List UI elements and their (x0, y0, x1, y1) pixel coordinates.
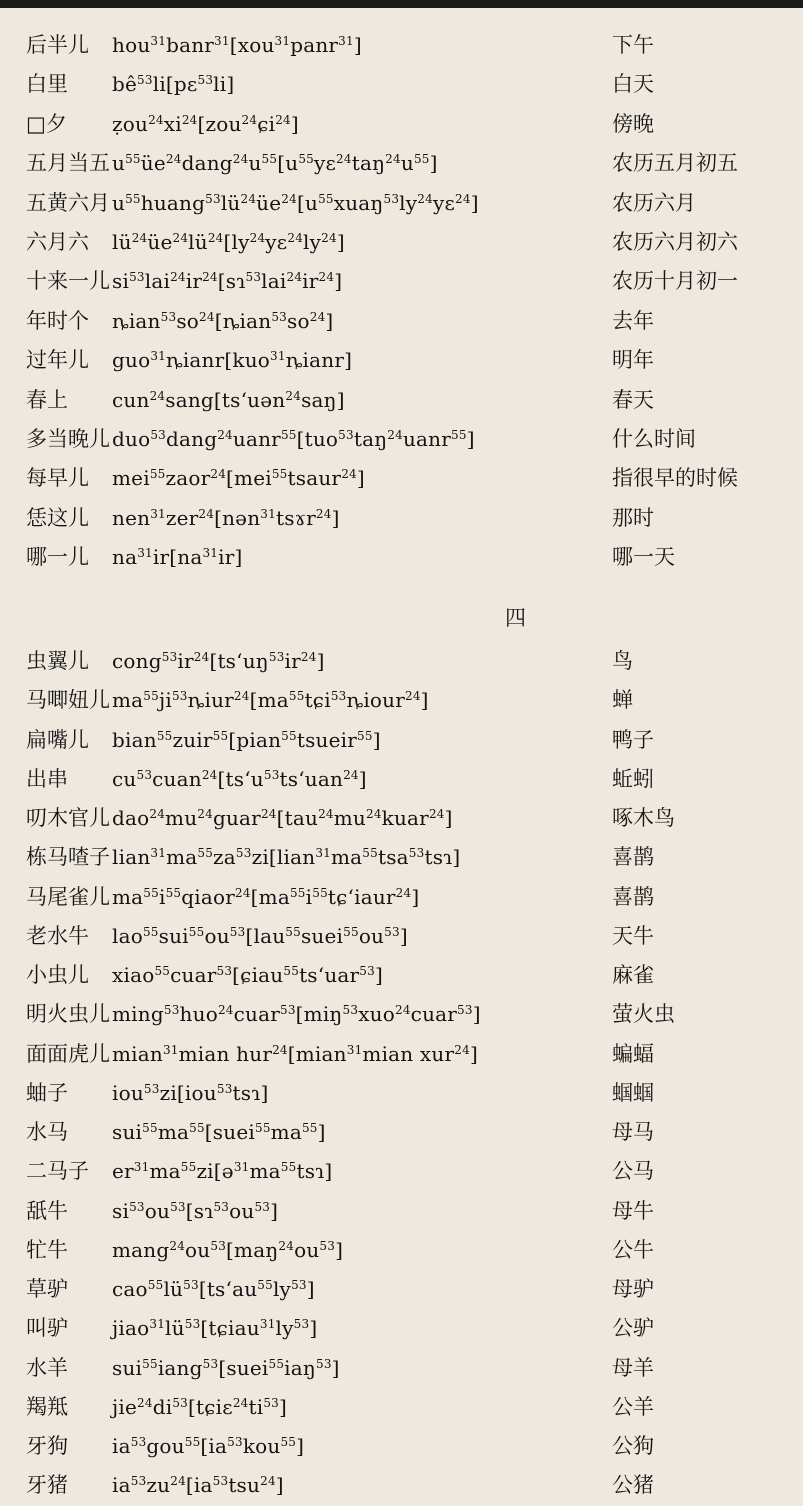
dialect-word: 面面虎儿 (26, 1041, 110, 1066)
gloss-meaning: 萤火虫 (612, 1002, 675, 1027)
dialect-word: 后半儿 (26, 33, 89, 57)
dialect-word: 白里 (26, 72, 68, 97)
pronunciation: $si^{53}ou^{53}[sɿ^{53}ou^{53}]$ (112, 1198, 279, 1223)
entry-row (0, 381, 803, 420)
dialect-word: 扁嘴儿 (26, 727, 89, 752)
gloss-meaning: 指很早的时候 (612, 466, 738, 491)
gloss-meaning: 哪一天 (612, 545, 675, 570)
dialect-word: 过年儿 (26, 348, 89, 373)
pronunciation: nen$^{31}$zer$^{24}$[nən$^{31}$tsɤr$^{24}$] (112, 505, 340, 530)
entry-row (0, 1113, 803, 1152)
gloss-meaning: 去年 (612, 308, 654, 333)
dialect-word: □夕 (26, 111, 67, 136)
pronunciation: $ma^{55}i^{55}qiaor^{24}[ma^{55}i^{55}tɕʻiaur^{24}]$ (112, 884, 420, 909)
entry-row (0, 144, 803, 183)
dialect-word: 多当晚儿 (26, 426, 110, 451)
gloss-meaning: 傍晚 (612, 111, 654, 136)
pronunciation: $lü^{24}üe^{24}lü^{24}[ly^{24}yɛ^{24}ly^{24}]$ (112, 229, 345, 254)
entry-row (0, 838, 803, 877)
pronunciation: $u^{55}huang^{53}lü^{24}üe^{24}[u^{55}xuaŋ^{53}ly^{24}yɛ^{24}]$ (112, 190, 479, 215)
dialect-word: 出串 (26, 766, 68, 791)
dialect-word: 马尾雀儿 (26, 884, 110, 909)
entry-row (0, 26, 803, 65)
vocabulary-list-time (0, 26, 803, 577)
dialect-word: 五黄六月 (26, 190, 110, 215)
entry-row (0, 1152, 803, 1191)
entry-row (0, 420, 803, 459)
gloss-meaning: 鸟 (612, 649, 633, 673)
entry-row (0, 302, 803, 341)
dialect-word: 叫驴 (26, 1316, 68, 1341)
entry-row (0, 499, 803, 538)
dialect-word: 叨木官儿 (26, 806, 110, 830)
pronunciation: iou$^{53}$zi[iou$^{53}$tsɿ] (112, 1080, 269, 1105)
gloss-meaning: 蚯蚓 (612, 766, 654, 791)
gloss-meaning: 什么时间 (612, 426, 696, 451)
pronunciation: $lao^{55}sui^{55}ou^{53}[lau^{55}suei^{55}ou^{53}]$ (112, 923, 408, 948)
pronunciation: $cong^{53}ir^{24}[tsʻuŋ^{53}ir^{24}]$ (112, 649, 325, 673)
pronunciation: $er^{31}ma^{55}zi[ə^{31}ma^{55}tsɿ]$ (112, 1159, 333, 1184)
dialect-word: 牤牛 (26, 1237, 68, 1262)
dialect-word: 六月六 (26, 229, 89, 254)
dialect-word: 马唧妞儿 (26, 688, 110, 713)
entry-row (0, 681, 803, 720)
entry-row (0, 459, 803, 498)
dialect-word: 老水牛 (26, 923, 89, 948)
gloss-meaning: 蝈蝈 (612, 1080, 654, 1105)
gloss-meaning: 喜鹊 (612, 845, 654, 870)
pronunciation: mei$^{55}$zaor$^{24}$[mei$^{55}$tsaur$^{24}$] (112, 466, 365, 491)
entry-row (0, 1388, 803, 1427)
pronunciation: $cu^{53}cuan^{24}[tsʻu^{53}tsʻuan^{24}]$ (112, 766, 367, 791)
section-header (0, 598, 803, 638)
entry-row (0, 1349, 803, 1388)
entry-row (0, 1192, 803, 1231)
entry-row (0, 1309, 803, 1348)
pronunciation: bian$^{55}$zuir$^{55}$[pian$^{55}$tsueir$^{55}$] (112, 727, 381, 752)
pronunciation: $ia^{53}zu^{24}[ia^{53}tsu^{24}]$ (112, 1473, 284, 1498)
vocabulary-list-animals (0, 642, 803, 1506)
entry-row (0, 1427, 803, 1466)
pronunciation: sui$^{55}$iang$^{53}$[suei$^{55}$iaŋ$^{53}$] (112, 1355, 340, 1380)
pronunciation: $bê^{53}li[pɛ^{53}li]$ (112, 72, 235, 97)
entry-row (0, 1466, 803, 1505)
section-number: 四 (505, 606, 526, 630)
pronunciation: $si^{53}lai^{24}ir^{24}[sɿ^{53}lai^{24}ir^{24}]$ (112, 269, 343, 294)
gloss-meaning: 下午 (612, 33, 654, 57)
top-rule (0, 0, 803, 8)
gloss-meaning: 那时 (612, 505, 654, 530)
entry-row (0, 917, 803, 956)
pronunciation: $ia^{53}gou^{55}[ia^{53}kou^{55}]$ (112, 1434, 305, 1458)
dialect-word: 草驴 (26, 1277, 68, 1301)
pronunciation: $ma^{55}ji^{53}ȵiur^{24}[ma^{55}tɕi^{53}ȵiour^{24}]$ (112, 688, 429, 713)
entry-row (0, 105, 803, 144)
entry-row (0, 878, 803, 917)
entry-row (0, 760, 803, 799)
gloss-meaning: 春天 (612, 387, 654, 412)
entry-row (0, 223, 803, 262)
gloss-meaning: 蝙蝠 (612, 1041, 654, 1066)
entry-row (0, 538, 803, 577)
pronunciation: $jiao^{31}lü^{53}[tɕiau^{31}ly^{53}]$ (112, 1316, 318, 1341)
gloss-meaning: 农历十月初一 (612, 269, 738, 294)
dialect-word: 水马 (26, 1120, 68, 1144)
entry-row (0, 956, 803, 995)
dialect-word: 春上 (26, 387, 68, 412)
pronunciation: $ẓou^{24}xi^{24}[zou^{24}ɕi^{24}]$ (112, 111, 299, 136)
dialect-word: 十来一儿 (26, 269, 110, 294)
gloss-meaning: 天牛 (612, 923, 654, 948)
entry-row (0, 1270, 803, 1309)
gloss-meaning: 农历六月 (612, 190, 696, 215)
entry-row (0, 799, 803, 838)
dialect-word: 恁这儿 (26, 505, 89, 530)
pronunciation: $mang^{24}ou^{53}[maŋ^{24}ou^{53}]$ (112, 1237, 344, 1262)
pronunciation: $u^{55}üe^{24}dang^{24}u^{55}[u^{55}yɛ^{24}taŋ^{24}u^{55}]$ (112, 151, 438, 176)
entry-row (0, 642, 803, 681)
dialect-word: 二马子 (26, 1159, 89, 1184)
dialect-word: 羯羝 (26, 1394, 68, 1419)
dialect-word: 明火虫儿 (26, 1002, 110, 1027)
gloss-meaning: 公猪 (612, 1473, 654, 1498)
dialect-word: 牙狗 (26, 1434, 68, 1458)
pronunciation: $na^{31}ir[na^{31}ir]$ (112, 545, 243, 570)
dialect-word: 每早儿 (26, 466, 89, 491)
gloss-meaning: 母牛 (612, 1198, 654, 1223)
pronunciation: xiao$^{55}$cuar$^{53}$[ɕiau$^{55}$tsʻuar$^{53}$] (112, 963, 383, 987)
dialect-word: 小虫儿 (26, 963, 89, 987)
gloss-meaning: 公羊 (612, 1394, 654, 1419)
gloss-meaning: 白天 (612, 72, 654, 97)
pronunciation: $dao^{24}mu^{24}guar^{24}[tau^{24}mu^{24}kuar^{24}]$ (112, 806, 453, 830)
gloss-meaning: 啄木鸟 (612, 806, 675, 830)
dialect-word: 牙猪 (26, 1473, 68, 1498)
pronunciation: mian$^{31}$mian hur$^{24}$[mian$^{31}$mian xur$^{24}$] (112, 1041, 478, 1066)
gloss-meaning: 母羊 (612, 1355, 654, 1380)
entry-row (0, 262, 803, 301)
entry-row (0, 1035, 803, 1074)
dialect-word: 水羊 (26, 1355, 68, 1380)
dialect-word: 蚰子 (26, 1080, 68, 1105)
dialect-word: 虫翼儿 (26, 649, 89, 673)
entry-row (0, 721, 803, 760)
gloss-meaning: 麻雀 (612, 963, 654, 987)
gloss-meaning: 公狗 (612, 1434, 654, 1458)
pronunciation: $ȵian^{53}so^{24}[ȵian^{53}so^{24}]$ (112, 308, 334, 333)
gloss-meaning: 母驴 (612, 1277, 654, 1301)
pronunciation: ming$^{53}$huo$^{24}$cuar$^{53}$[miŋ$^{53}$xuo$^{24}$cuar$^{53}$] (112, 1002, 481, 1027)
pronunciation: $cao^{55}lü^{53}[tsʻau^{55}ly^{53}]$ (112, 1277, 315, 1301)
gloss-meaning: 母马 (612, 1120, 654, 1144)
pronunciation: $jie^{24}di^{53}[tɕiɛ^{24}ti^{53}]$ (112, 1394, 288, 1419)
dialect-word: 栋马喳子 (26, 845, 110, 870)
gloss-meaning: 公牛 (612, 1237, 654, 1262)
pronunciation: duo$^{53}$dang$^{24}$uanr$^{55}$[tuo$^{53}$taŋ$^{24}$uanr$^{55}$] (112, 426, 475, 451)
gloss-meaning: 公马 (612, 1159, 654, 1184)
entry-row (0, 1231, 803, 1270)
pronunciation: cun$^{24}$sang[tsʻuən$^{24}$saŋ] (112, 387, 345, 412)
entry-row (0, 1074, 803, 1113)
entry-row (0, 341, 803, 380)
gloss-meaning: 农历六月初六 (612, 229, 738, 254)
dialect-word: 五月当五 (26, 151, 110, 176)
gloss-meaning: 鸭子 (612, 727, 654, 752)
pronunciation: $sui^{55}ma^{55}[suei^{55}ma^{55}]$ (112, 1120, 326, 1144)
dialect-word: 年时个 (26, 308, 89, 333)
pronunciation: hou$^{31}$banr$^{31}$[xou$^{31}$panr$^{31}$] (112, 33, 362, 57)
gloss-meaning: 喜鹊 (612, 884, 654, 909)
gloss-meaning: 明年 (612, 348, 654, 373)
entry-row (0, 184, 803, 223)
pronunciation: $lian^{31}ma^{55}za^{53}zi[lian^{31}ma^{55}tsa^{53}tsɿ]$ (112, 845, 461, 870)
dialect-word: 哪一儿 (26, 545, 89, 570)
entry-row (0, 65, 803, 104)
gloss-meaning: 农历五月初五 (612, 151, 738, 176)
dialect-word: 舐牛 (26, 1198, 68, 1223)
pronunciation: guo$^{31}$ȵianr[kuo$^{31}$ȵianr] (112, 348, 353, 373)
gloss-meaning: 公驴 (612, 1316, 654, 1341)
entry-row (0, 995, 803, 1034)
gloss-meaning: 蝉 (612, 688, 633, 713)
